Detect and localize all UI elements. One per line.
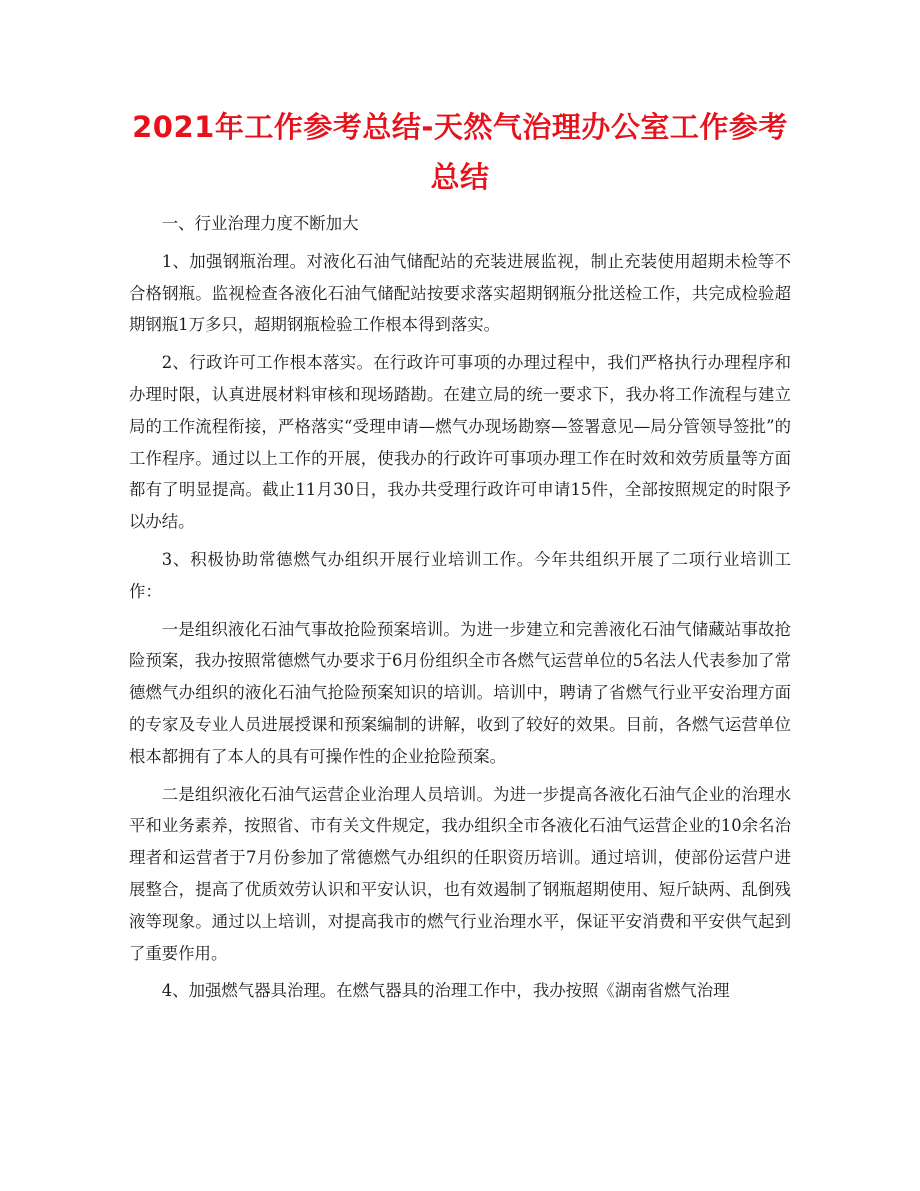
document-title: 2021年工作参考总结-天然气治理办公室工作参考总结: [132, 110, 788, 194]
section-heading: 一、行业治理力度不断加大: [161, 214, 359, 233]
paragraph-management-training: 二是组织液化石油气运营企业治理人员培训。为进一步提高各液化石油气企业的治理水平和业务素养，按照省、市有关文件规定，我办组织全市各液化石油气运营企业的10余名治理者和运营者于7月份参加了常德燃气办组织的任职资历培训。通过培训，使部份运营户进展整合，提高了优质效劳认识和平安认识，也有效遏制了钢瓶超期使用、短斤缺两、乱倒残液等现象。通过以上培训，对提高我市的燃气行业治理水平，保证平安消费和平安供气起到了重要作用。: [129, 784, 791, 963]
paragraph-emergency-training: 一是组织液化石油气事故抢险预案培训。为进一步建立和完善液化石油气储藏站事故抢险预案，我办按照常德燃气办要求于6月份组织全市各燃气运营单位的5名法人代表参加了常德燃气办组织的液化石油气抢险预案知识的培训。培训中，聘请了省燃气行业平安治理方面的专家及专业人员进展授课和预案编制的讲解，收到了较好的效果。目前，各燃气运营单位根本都拥有了本人的具有可操作性的企业抢险预案。: [129, 619, 791, 766]
paragraph-training-intro: 3、积极协助常德燃气办组织开展行业培训工作。今年共组织开展了二项行业培训工作：: [129, 549, 791, 601]
paragraph-administrative-license: 2、行政许可工作根本落实。在行政许可事项的办理过程中，我们严格执行办理程序和办理时限，认真进展材料审核和现场踏勘。在建立局的统一要求下，我办将工作流程与建立局的工作流程衔接，严格落实“受理申请—燃气办现场勘察—签署意见—局分管领导签批”的工作程序。通过以上工作的开展，使我办的行政许可事项办理工作在时效和效劳质量等方面都有了明显提高。截止11月30日，我办共受理行政许可申请15件，全部按照规定的时限予以办结。: [129, 353, 791, 532]
paragraph-cylinder-management: 1、加强钢瓶治理。对液化石油气储配站的充装进展监视，制止充装使用超期未检等不合格钢瓶。监视检查各液化石油气储配站按要求落实超期钢瓶分批送检工作，共完成检验超期钢瓶1万多只，超期钢瓶检验工作根本得到落实。: [129, 251, 791, 335]
document-body: [129, 208, 791, 1013]
paragraph-appliance-management: 4、加强燃气器具治理。在燃气器具的治理工作中，我办按照《湖南省燃气治理: [161, 981, 730, 1001]
